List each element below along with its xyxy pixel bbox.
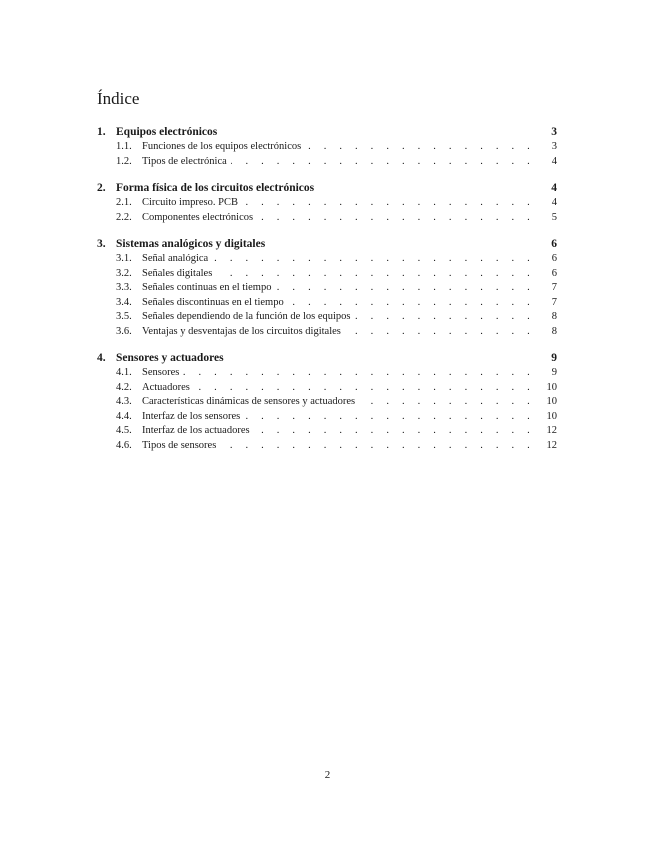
- toc-section-heading[interactable]: [97, 350, 557, 366]
- entry-number: 2.2.: [116, 211, 132, 223]
- entry-number: 2.1.: [116, 197, 132, 208]
- toc-entry[interactable]: [97, 252, 557, 267]
- dot-leader: [216, 267, 535, 282]
- toc-section-heading[interactable]: [97, 124, 557, 140]
- section-page-number: 3: [551, 126, 557, 138]
- toc-section-heading[interactable]: [97, 236, 557, 252]
- entry-page-number: 10: [546, 410, 557, 422]
- toc-entry[interactable]: [97, 296, 557, 311]
- section-title: Equipos electrónicos: [116, 126, 218, 138]
- entry-number: 1.2.: [116, 155, 132, 167]
- entry-page-number: 8: [551, 325, 557, 337]
- toc-entry[interactable]: [97, 439, 557, 454]
- section-number: 4.: [97, 352, 106, 364]
- toc-entry[interactable]: [97, 196, 557, 211]
- entry-page-number: 5: [551, 211, 557, 223]
- entry-page-number: 12: [546, 439, 557, 451]
- section-page-number: 9: [551, 352, 557, 364]
- dot-leader: [220, 439, 535, 454]
- entry-title: Circuito impreso. PCB: [142, 197, 238, 208]
- entry-title: Señales continuas en el tiempo: [142, 282, 272, 293]
- entry-page-number: 10: [546, 396, 557, 407]
- entry-page-number: 4: [551, 197, 557, 208]
- entry-page-number: 8: [551, 311, 557, 322]
- section-title: Sistemas analógicos y digitales: [116, 238, 266, 250]
- document-page: [97, 88, 557, 464]
- section-number: 1.: [97, 126, 106, 138]
- dot-leader: [254, 424, 535, 439]
- entry-title: Interfaz de los actuadores: [142, 425, 250, 436]
- entry-page-number: 7: [551, 282, 557, 293]
- entry-title: Señales dependiendo de la función de los equipos: [142, 311, 351, 322]
- toc-entry[interactable]: [97, 267, 557, 282]
- entry-number: 3.3.: [116, 282, 132, 293]
- entry-number: 3.1.: [116, 253, 132, 264]
- dot-leader: [355, 310, 536, 325]
- toc-title: Índice: [97, 89, 140, 108]
- entry-number: 4.3.: [116, 396, 132, 407]
- entry-title: Señales discontinuas en el tiempo: [142, 296, 284, 308]
- entry-number: 4.5.: [116, 425, 132, 436]
- dot-leader: [345, 325, 535, 340]
- section-page-number: 6: [551, 238, 557, 250]
- dot-leader: [275, 281, 535, 296]
- toc-section: [97, 180, 557, 225]
- entry-page-number: 12: [546, 425, 557, 436]
- section-page-number: 4: [551, 182, 557, 194]
- dot-leader: [257, 211, 535, 226]
- dot-leader: [212, 252, 535, 267]
- toc-section: [97, 350, 557, 453]
- toc-entry[interactable]: [97, 155, 557, 170]
- entry-page-number: 6: [551, 253, 557, 264]
- toc-entry[interactable]: [97, 395, 557, 410]
- entry-number: 4.4.: [116, 410, 132, 422]
- entry-title: Señal analógica: [142, 253, 209, 264]
- entry-title: Componentes electrónicos: [142, 211, 254, 223]
- entry-title: Características dinámicas de sensores y actuadores: [142, 396, 356, 407]
- section-number: 2.: [97, 182, 106, 194]
- entry-number: 1.1.: [116, 141, 132, 152]
- dot-leader: [359, 395, 535, 410]
- dot-leader: [231, 155, 535, 170]
- entry-page-number: 7: [551, 296, 557, 308]
- entry-title: Ventajas y desventajas de los circuitos digitales: [142, 325, 341, 337]
- dot-leader: [242, 196, 535, 211]
- entry-number: 3.4.: [116, 296, 132, 308]
- dot-leader: [244, 410, 535, 425]
- entry-title: Tipos de electrónica: [142, 155, 227, 167]
- entry-number: 3.2.: [116, 267, 132, 279]
- toc-entry[interactable]: [97, 140, 557, 155]
- toc-entry[interactable]: [97, 410, 557, 425]
- entry-page-number: 10: [546, 381, 557, 393]
- entry-title: Interfaz de los sensores: [142, 410, 241, 422]
- entry-page-number: 6: [551, 267, 557, 279]
- dot-leader: [305, 140, 535, 155]
- entry-number: 4.1.: [116, 367, 132, 378]
- dot-leader: [194, 381, 535, 396]
- entry-title: Sensores: [142, 367, 180, 378]
- entry-page-number: 4: [551, 155, 557, 167]
- section-title: Sensores y actuadores: [116, 352, 224, 364]
- toc-entry[interactable]: [97, 310, 557, 325]
- toc-section: [97, 124, 557, 169]
- entry-page-number: 9: [551, 367, 557, 378]
- entry-number: 3.5.: [116, 311, 132, 322]
- entry-number: 4.6.: [116, 439, 132, 451]
- toc-entry[interactable]: [97, 424, 557, 439]
- toc-section: [97, 236, 557, 339]
- toc-sections: [97, 124, 557, 453]
- toc-entry[interactable]: [97, 325, 557, 340]
- entry-number: 3.6.: [116, 325, 132, 337]
- entry-title: Tipos de sensores: [142, 439, 217, 451]
- toc-entry[interactable]: [97, 381, 557, 396]
- section-number: 3.: [97, 238, 106, 250]
- dot-leader: [288, 296, 535, 311]
- entry-page-number: 3: [551, 141, 557, 152]
- entry-title: Señales digitales: [142, 267, 213, 279]
- toc-entry[interactable]: [97, 211, 557, 226]
- entry-title: Actuadores: [142, 381, 190, 393]
- toc-entry[interactable]: [97, 281, 557, 296]
- section-title: Forma física de los circuitos electrónicos: [116, 182, 315, 194]
- entry-title: Funciones de los equipos electrónicos: [142, 141, 302, 152]
- dot-leader: [183, 366, 535, 381]
- toc-entry[interactable]: [97, 366, 557, 381]
- page-number: 2: [324, 769, 331, 781]
- entry-number: 4.2.: [116, 381, 132, 393]
- toc-section-heading[interactable]: [97, 180, 557, 196]
